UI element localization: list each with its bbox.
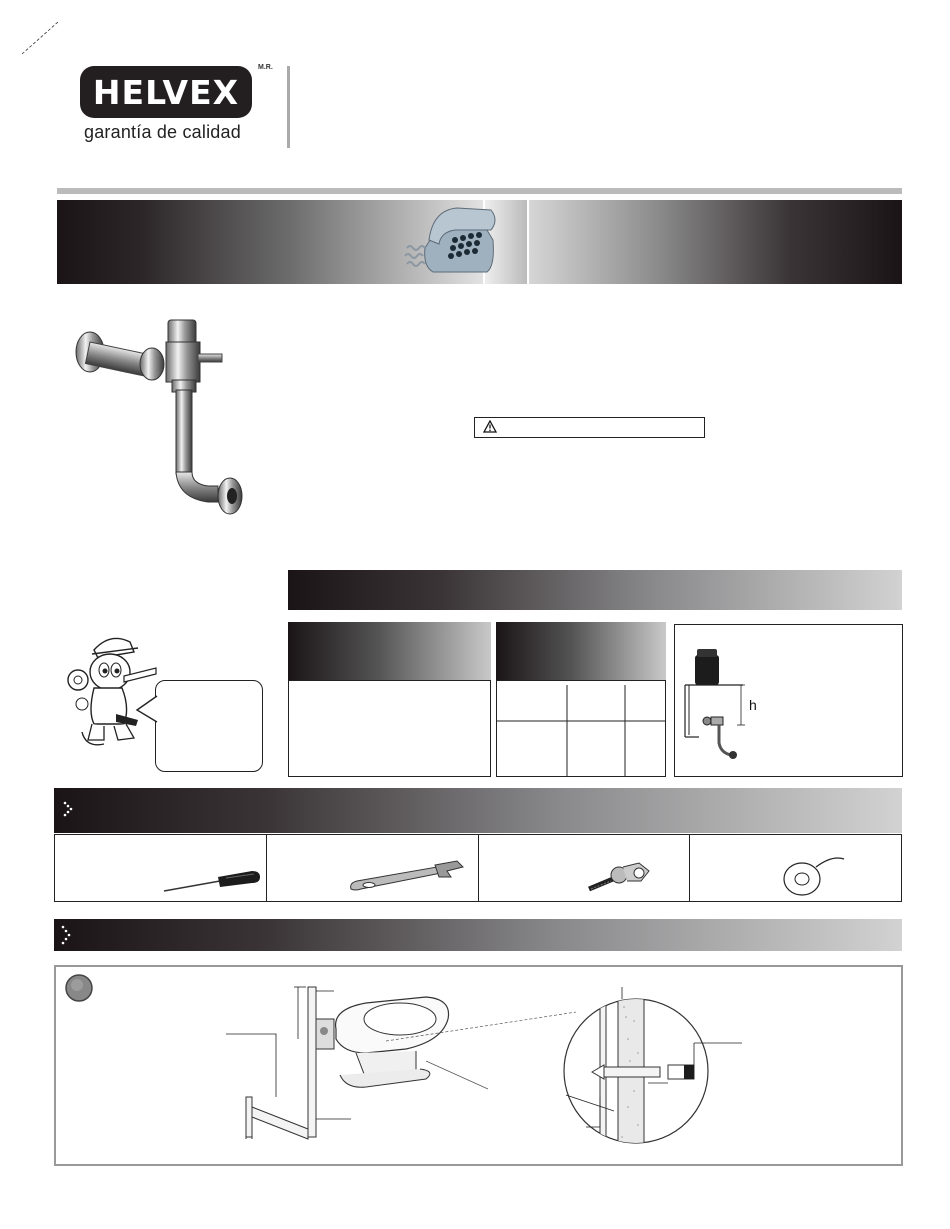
telephone-icon bbox=[395, 200, 535, 284]
banner-right bbox=[529, 200, 902, 284]
spec-table-box bbox=[496, 680, 666, 777]
tools-row bbox=[54, 834, 902, 902]
crop-mark bbox=[20, 20, 60, 56]
step-circle-icon bbox=[64, 973, 94, 1003]
chevron-right-icon bbox=[62, 800, 74, 820]
spec-column-header-1 bbox=[288, 622, 491, 680]
installation-step-box bbox=[54, 965, 903, 1166]
spec-column-header-2 bbox=[496, 622, 666, 680]
pipe-cutter-icon bbox=[583, 859, 663, 895]
spec-column-box-1 bbox=[288, 680, 491, 777]
chevron-right-icon bbox=[60, 923, 72, 947]
toilet-installation-diagram bbox=[216, 979, 576, 1159]
brand-tagline: garantía de calidad bbox=[84, 122, 241, 142]
top-rule bbox=[57, 188, 902, 194]
specs-section-header bbox=[288, 570, 902, 610]
tools-section-header bbox=[54, 788, 902, 833]
pipe-wrench-icon bbox=[347, 859, 477, 895]
screwdriver-icon bbox=[160, 865, 280, 895]
warning-box bbox=[474, 417, 705, 438]
tool-cell-pipe-wrench bbox=[267, 835, 479, 901]
mascot-speech-bubble bbox=[155, 680, 263, 772]
tool-cell-pipe-cutter bbox=[479, 835, 691, 901]
brand-logo: HELVEX bbox=[92, 72, 240, 112]
tool-cell-screwdriver bbox=[55, 835, 267, 901]
registered-mark: M.R. bbox=[258, 64, 273, 71]
installation-height-box bbox=[674, 624, 903, 777]
speech-bubble-tail bbox=[135, 694, 159, 724]
installation-section-header bbox=[54, 919, 902, 951]
height-diagram bbox=[675, 625, 902, 776]
wall-detail-magnifier bbox=[556, 987, 816, 1163]
spec-table-grid bbox=[497, 681, 665, 776]
teflon-tape-icon bbox=[776, 853, 856, 897]
header-divider bbox=[287, 66, 290, 148]
plumber-mascot-image bbox=[64, 628, 160, 752]
flush-valve-product-image bbox=[68, 316, 258, 522]
warning-triangle-icon bbox=[483, 420, 497, 433]
height-label: h bbox=[749, 697, 757, 713]
tool-cell-teflon-tape bbox=[690, 835, 901, 901]
